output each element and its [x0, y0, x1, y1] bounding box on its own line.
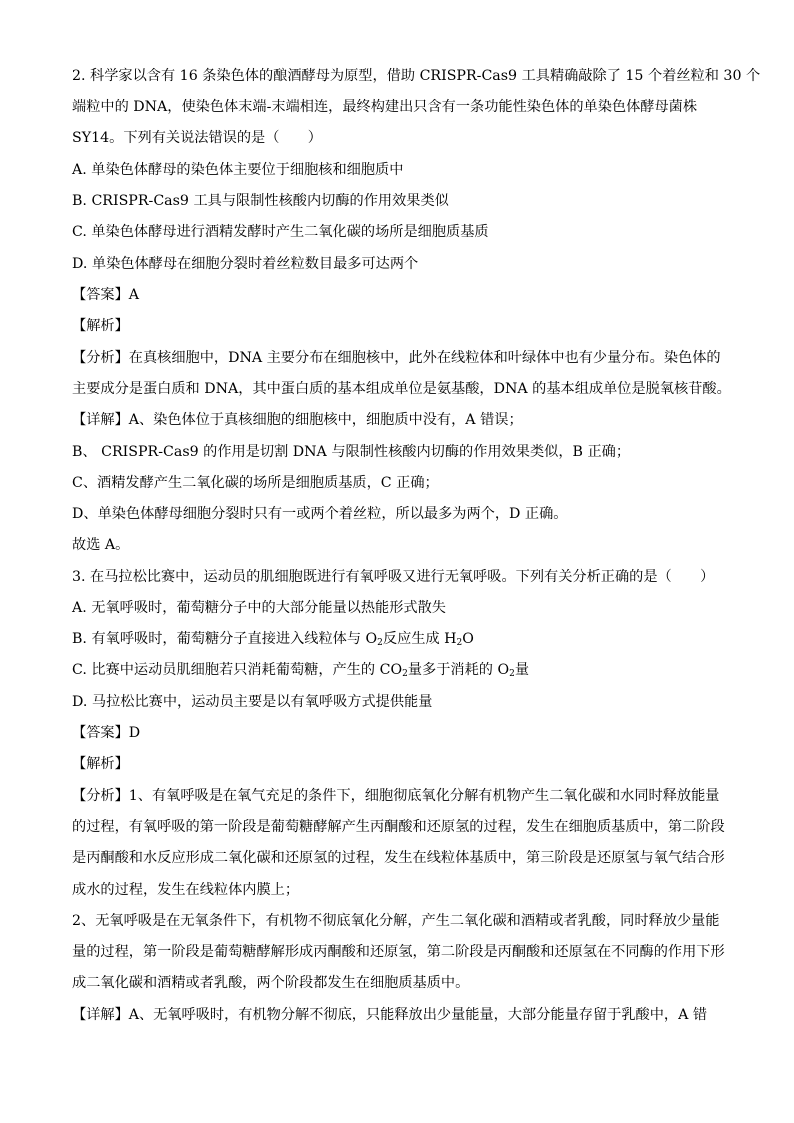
q2-option-a: A. 单染色体酵母的染色体主要位于细胞核和细胞质中 — [72, 162, 404, 178]
q2-option-c: C. 单染色体酵母进行酒精发酵时产生二氧化碳的场所是细胞质基质 — [72, 224, 489, 240]
q3-option-b — [72, 629, 722, 649]
q3-fenxi-line-5: 2、无氧呼吸是在无氧条件下，有机物不彻底氧化分解，产生二氧化碳和酒精或者乳酸，同时释放少量能 — [72, 913, 720, 929]
q3-option-c-subscript-o2: 2 — [509, 669, 515, 679]
q2-xiangjie-line-2: B、 CRISPR-Cas9 的作用是切割 DNA 与限制性核酸内切酶的作用效果类似，B 正确； — [72, 444, 631, 460]
q3-answer: 【答案】D — [72, 725, 141, 741]
q2-conclusion: 故选 A。 — [72, 537, 130, 553]
q3-option-b-subscript-o2: 2 — [377, 638, 383, 648]
q2-stem-line-2: 端粒中的 DNA，使染色体末端-末端相连，最终构建出只含有一条功能性染色体的单染色体酵母菌株 — [72, 99, 698, 115]
q3-option-c-prefix: C. 比赛中运动员肌细胞若只消耗葡萄糖，产生的 CO — [72, 662, 403, 678]
q3-option-c — [72, 660, 722, 680]
q3-option-d: D. 马拉松比赛中，运动员主要是以有氧呼吸方式提供能量 — [72, 694, 433, 710]
q3-fenxi-line-1: 【分析】1、有氧呼吸是在氧气充足的条件下，细胞彻底氧化分解有机物产生二氧化碳和水同时释放能量 — [72, 788, 720, 804]
q3-analysis-label: 【解析】 — [72, 756, 129, 772]
q2-option-b: B. CRISPR-Cas9 工具与限制性核酸内切酶的作用效果类似 — [72, 193, 449, 209]
q2-analysis-label: 【解析】 — [72, 318, 129, 334]
q3-fenxi-line-3: 是丙酮酸和水反应形成二氧化碳和还原氢的过程，发生在线粒体基质中，第三阶段是还原氢与氧气结合形 — [72, 850, 725, 866]
q3-stem: 3. 在马拉松比赛中，运动员的肌细胞既进行有氧呼吸又进行无氧呼吸。下列有关分析正确的是（ ） — [72, 569, 715, 585]
q3-fenxi-line-4: 成水的过程，发生在线粒体内膜上； — [72, 882, 300, 898]
q3-option-b-suffix: O — [462, 631, 474, 647]
q2-xiangjie-line-3: C、酒精发酵产生二氧化碳的场所是细胞质基质，C 正确； — [72, 475, 439, 491]
q2-fenxi-line-2: 主要成分是蛋白质和 DNA，其中蛋白质的基本组成单位是氨基酸，DNA 的基本组成单位是脱氧核苷酸。 — [72, 381, 731, 397]
q3-option-b-mid: 反应生成 H — [382, 631, 457, 647]
q3-fenxi-line-7: 成二氧化碳和酒精或者乳酸，两个阶段都发生在细胞质基质中。 — [72, 975, 470, 991]
q2-option-d: D. 单染色体酵母在细胞分裂时着丝粒数目最多可达两个 — [72, 256, 419, 272]
q3-fenxi-line-2: 的过程，有氧呼吸的第一阶段是葡萄糖酵解产生丙酮酸和还原氢的过程，发生在细胞质基质中，第二阶段 — [72, 819, 725, 835]
q3-xiangjie-line-1: 【详解】A、无氧呼吸时，有机物分解不彻底，只能释放出少量能量，大部分能量存留于乳酸中，A 错 — [72, 1007, 708, 1023]
q2-xiangjie-line-1: 【详解】A、染色体位于真核细胞的细胞核中，细胞质中没有，A 错误； — [72, 412, 523, 428]
q3-option-b-subscript-h2: 2 — [456, 638, 463, 648]
q3-option-c-subscript-co2: 2 — [402, 669, 408, 679]
q2-stem-line-3: SY14。下列有关说法错误的是（ ） — [72, 130, 322, 146]
q2-stem-line-1: 2. 科学家以含有 16 条染色体的酿酒酵母为原型，借助 CRISPR-Cas9 工具精确敲除了 15 个着丝粒和 30 个 — [72, 68, 761, 84]
q3-option-c-mid: 量多于消耗的 O — [407, 662, 510, 678]
q3-fenxi-line-6: 量的过程，第一阶段是葡萄糖酵解形成丙酮酸和还原氢，第二阶段是丙酮酸和还原氢在不同酶的作用下形 — [72, 944, 725, 960]
q3-option-a: A. 无氧呼吸时，葡萄糖分子中的大部分能量以热能形式散失 — [72, 600, 446, 616]
q2-fenxi-line-1: 【分析】在真核细胞中，DNA 主要分布在细胞核中，此外在线粒体和叶绿体中也有少量分布。染色体的 — [72, 350, 721, 366]
q2-answer: 【答案】A — [72, 287, 139, 303]
q3-option-b-prefix: B. 有氧呼吸时，葡萄糖分子直接进入线粒体与 O — [72, 631, 378, 647]
q3-option-c-suffix: 量 — [514, 662, 530, 678]
q2-xiangjie-line-4: D、单染色体酵母细胞分裂时只有一或两个着丝粒，所以最多为两个，D 正确。 — [72, 506, 568, 522]
